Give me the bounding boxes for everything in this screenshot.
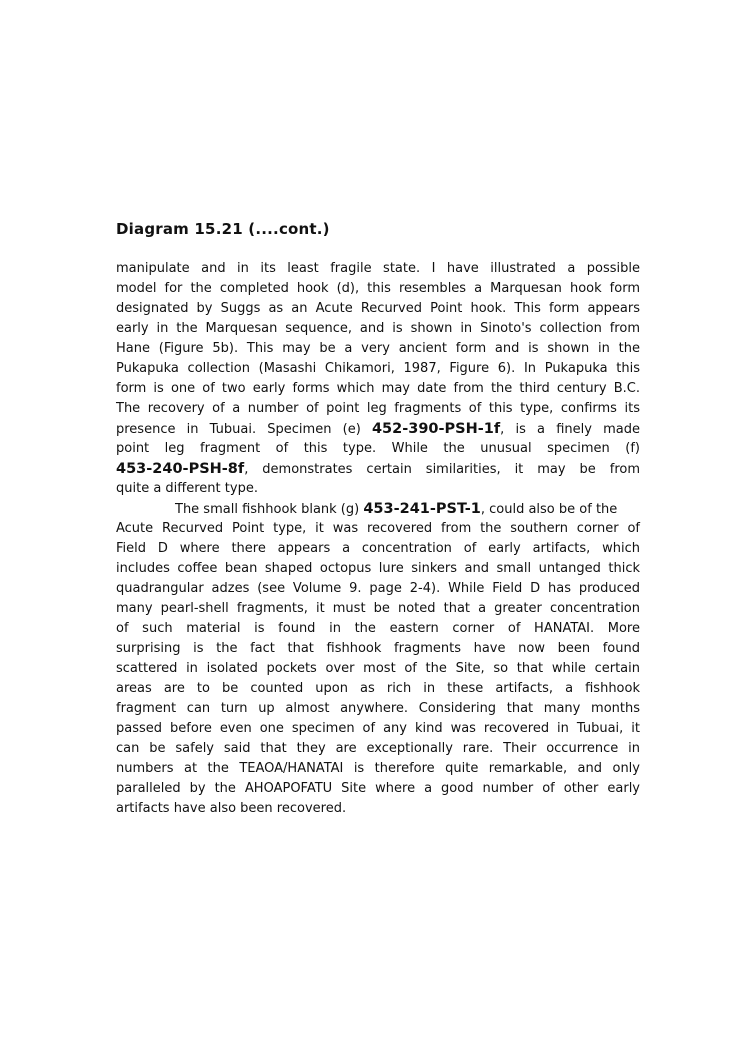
text-line: surprising is the fact that fishhook fragments have now been found xyxy=(116,641,640,656)
text-line: model for the completed hook (d), this resembles a Marquesan hook form xyxy=(116,281,640,296)
text-line xyxy=(116,419,640,439)
text-line: artifacts have also been recovered. xyxy=(116,801,347,816)
text-line: of such material is found in the eastern corner of HANATAI. More xyxy=(116,621,640,636)
specimen-number: 453-241-PST-1 xyxy=(363,501,481,517)
text-line: The recovery of a number of point leg fragments of this type, confirms its xyxy=(116,401,640,416)
body-text xyxy=(116,259,640,819)
text-line: includes coffee bean shaped octopus lure sinkers and small untanged thick xyxy=(116,561,640,576)
text-line: fragment can turn up almost anywhere. Considering that many months xyxy=(116,701,640,716)
text-line: paralleled by the AHOAPOFATU Site where a good number of other early xyxy=(116,781,640,796)
text-line: form is one of two early forms which may date from the third century B.C. xyxy=(116,381,640,396)
text-segment: presence in Tubuai. Specimen (e) xyxy=(116,422,372,437)
text-line: early in the Marquesan sequence, and is shown in Sinoto's collection from xyxy=(116,321,640,336)
text-line: can be safely said that they are exceptionally rare. Their occurrence in xyxy=(116,741,640,756)
text-line: manipulate and in its least fragile state. I have illustrated a possible xyxy=(116,261,640,276)
text-line: Hane (Figure 5b). This may be a very ancient form and is shown in the xyxy=(116,341,640,356)
diagram-heading: Diagram 15.21 (....cont.) xyxy=(116,220,330,238)
text-line xyxy=(116,459,640,479)
text-line: scattered in isolated pockets over most of the Site, so that while certain xyxy=(116,661,640,676)
text-line: Pukapuka collection (Masashi Chikamori, 1987, Figure 6). In Pukapuka this xyxy=(116,361,640,376)
text-segment: The small fishhook blank (g) xyxy=(175,502,364,517)
text-line xyxy=(116,499,640,519)
text-line: numbers at the TEAOA/HANATAI is therefore quite remarkable, and only xyxy=(116,761,640,776)
specimen-number: 452-390-PSH-1f xyxy=(371,421,501,437)
specimen-number: 453-240-PSH-8f xyxy=(116,461,245,477)
text-line: passed before even one specimen of any kind was recovered in Tubuai, it xyxy=(116,721,640,736)
text-line: areas are to be counted upon as rich in these artifacts, a fishhook xyxy=(116,681,640,696)
text-line: quadrangular adzes (see Volume 9. page 2-4). While Field D has produced xyxy=(116,581,640,596)
text-segment: , is a finely made xyxy=(500,422,640,437)
text-line: quite a different type. xyxy=(116,481,258,496)
text-line: Acute Recurved Point type, it was recovered from the southern corner of xyxy=(116,521,640,536)
text-line: Field D where there appears a concentration of early artifacts, which xyxy=(116,541,640,556)
text-segment: , demonstrates certain similarities, it may be from xyxy=(244,462,640,477)
text-line: point leg fragment of this type. While the unusual specimen (f) xyxy=(116,441,640,456)
text-line: many pearl-shell fragments, it must be noted that a greater concentration xyxy=(116,601,640,616)
text-segment: , could also be of the xyxy=(480,502,618,517)
text-line: designated by Suggs as an Acute Recurved Point hook. This form appears xyxy=(116,301,640,316)
